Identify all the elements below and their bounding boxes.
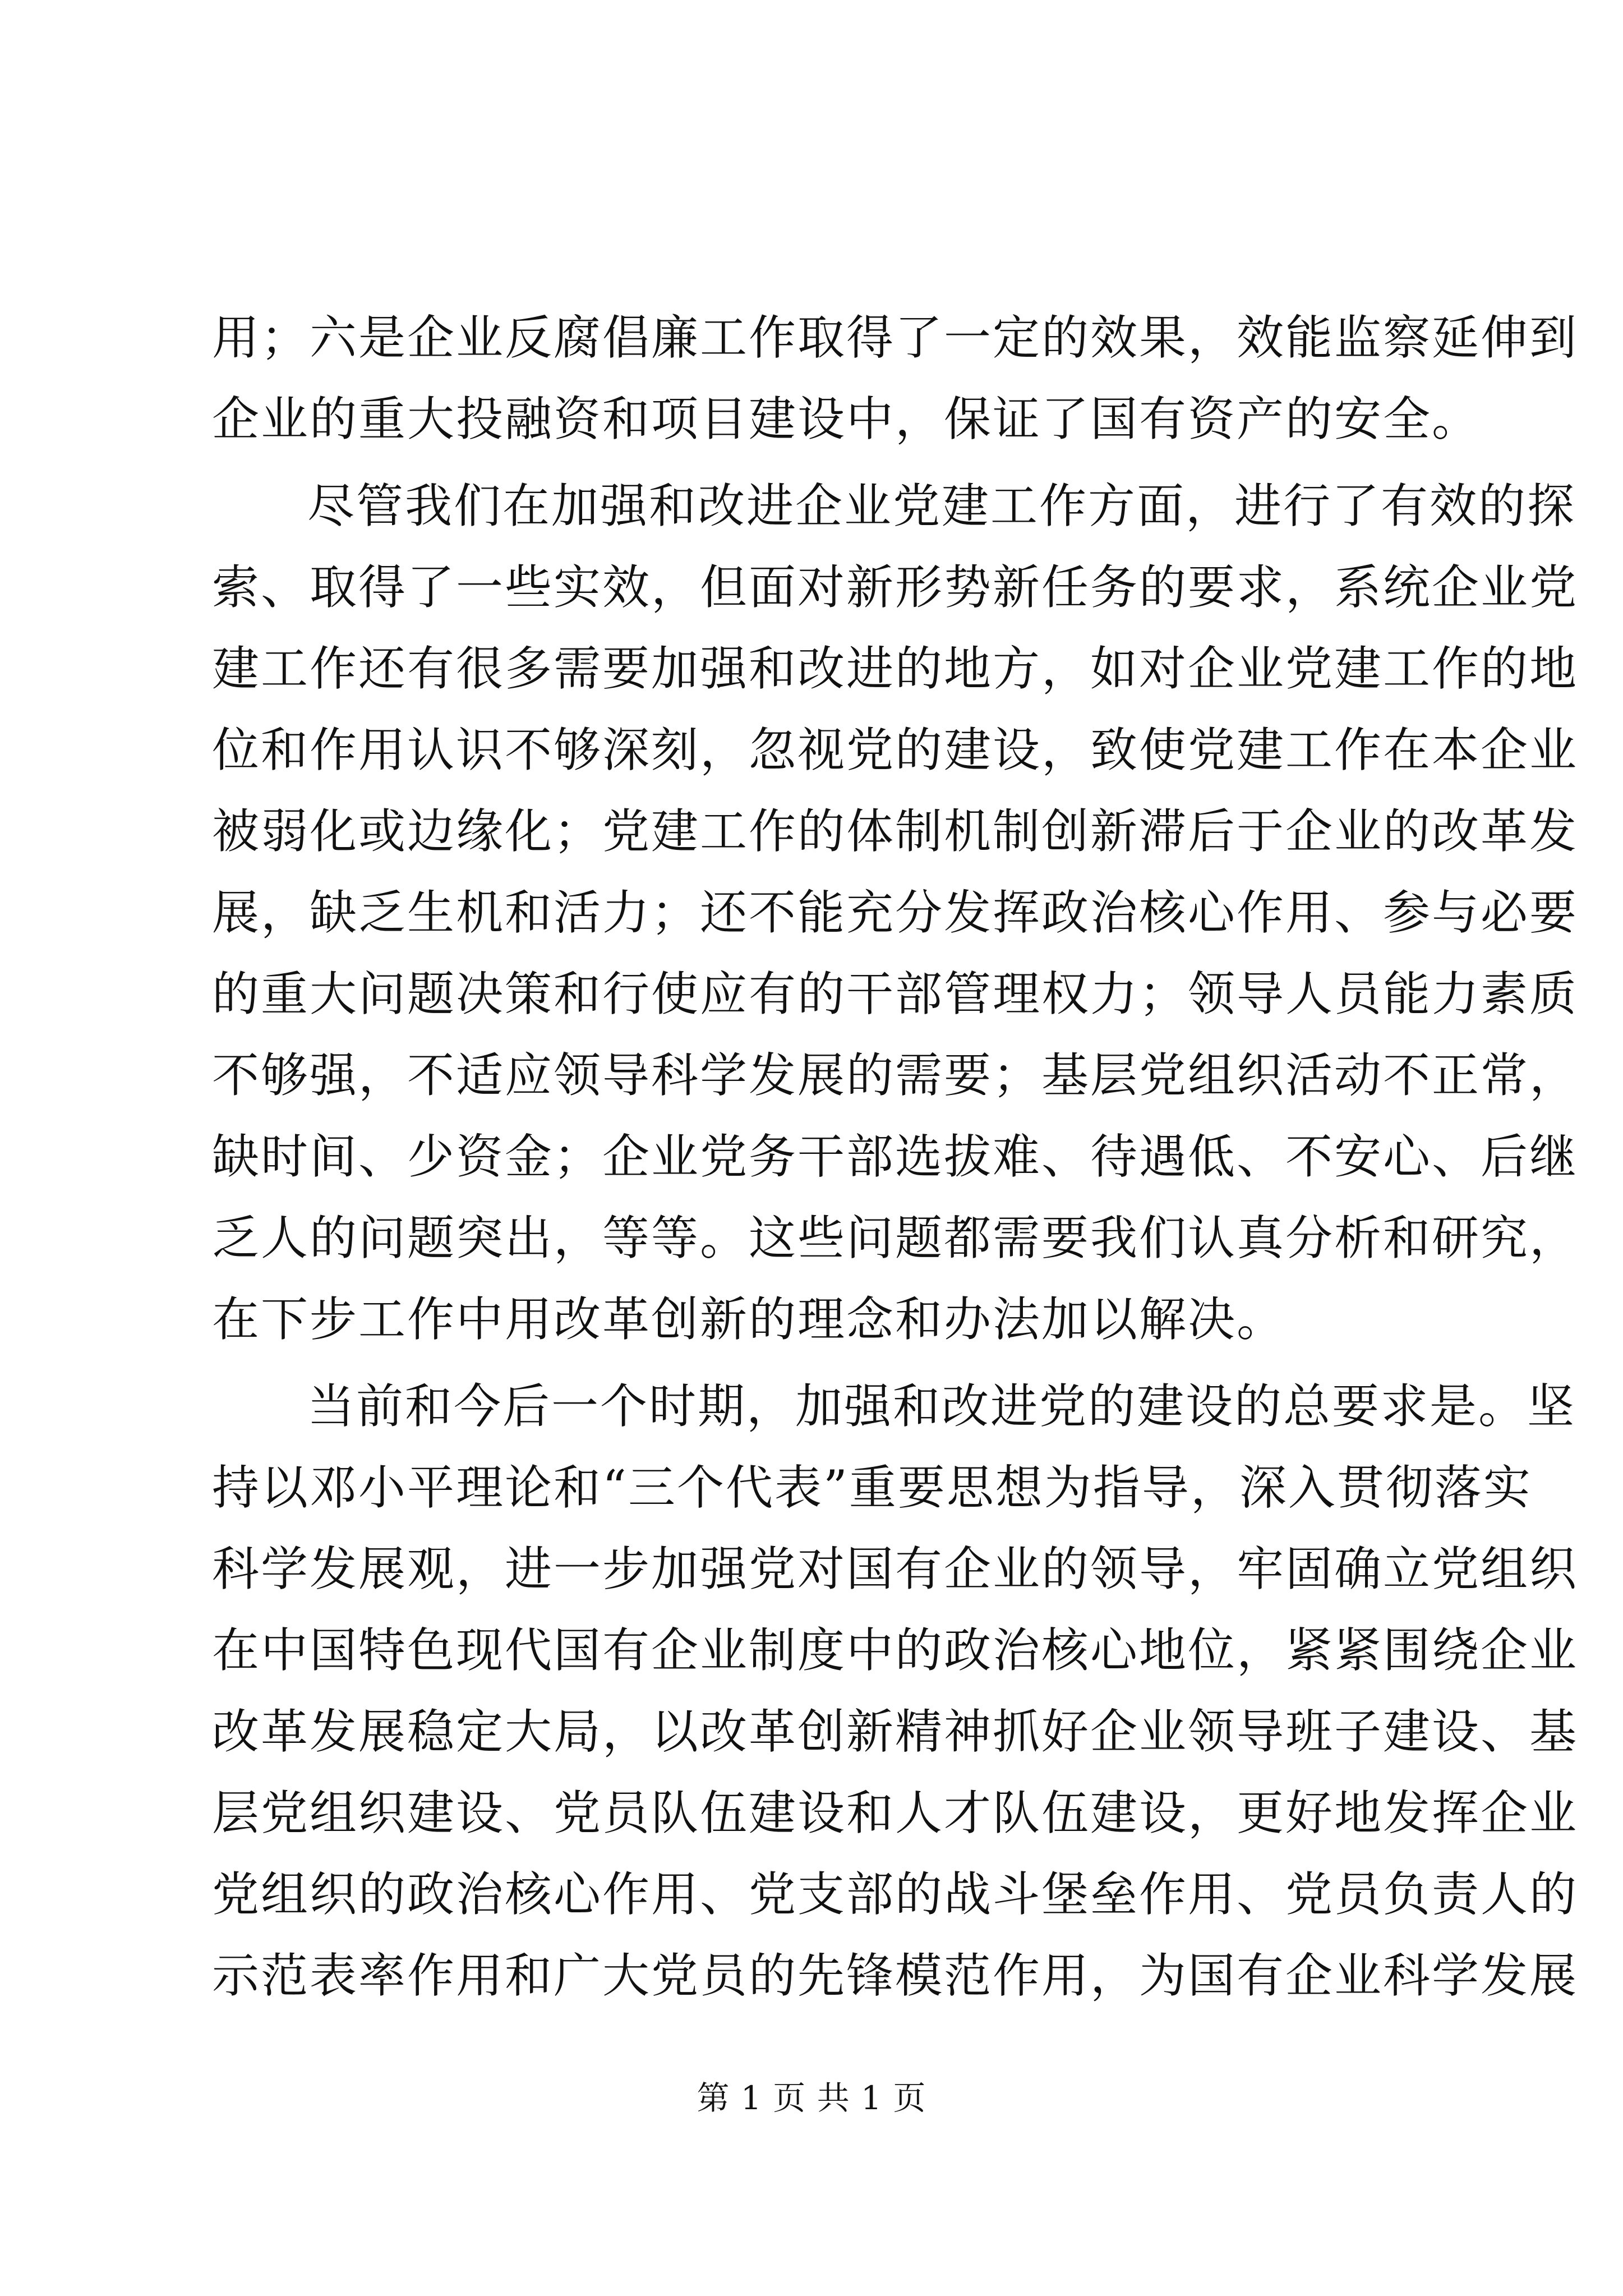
paragraph-2-line-5: 被弱化或边缘化；党建工作的体制机制创新滞后于企业的改革发 (212, 804, 1579, 859)
paragraph-3-line-5: 改革发展稳定大局，以改革创新精神抓好企业领导班子建设、基 (212, 1704, 1579, 1759)
page-number-label: 第 1 页 共 1 页 (697, 2079, 926, 2117)
paragraph-3-line-1: 当前和今后一个时期，加强和改进党的建设的总要求是。坚 (307, 1379, 1576, 1434)
paragraph-2-line-6: 展，缺乏生机和活力；还不能充分发挥政治核心作用、参与必要 (212, 885, 1579, 940)
paragraph-3-line-8: 示范表率作用和广大党员的先锋模范作用，为国有企业科学发展 (212, 1948, 1579, 2003)
paragraph-2-line-3: 建工作还有很多需要加强和改进的地方，如对企业党建工作的地 (212, 641, 1579, 696)
paragraph-2-line-2: 索、取得了一些实效，但面对新形势新任务的要求，系统企业党 (212, 560, 1579, 615)
paragraph-1-line-2: 企业的重大投融资和项目建设中，保证了国有资产的安全。 (212, 392, 1481, 447)
paragraph-2-line-4: 位和作用认识不够深刻，忽视党的建设，致使党建工作在本企业 (212, 723, 1579, 777)
paragraph-2-line-7: 的重大问题决策和行使应有的干部管理权力；领导人员能力素质 (212, 967, 1579, 1022)
paragraph-3-line-6: 层党组织建设、党员队伍建设和人才队伍建设，更好地发挥企业 (212, 1786, 1579, 1841)
paragraph-1-line-1: 用；六是企业反腐倡廉工作取得了一定的效果，效能监察延伸到 (212, 310, 1579, 365)
paragraph-2-line-8: 不够强，不适应领导科学发展的需要；基层党组织活动不正常， (212, 1048, 1579, 1103)
paragraph-3-line-4: 在中国特色现代国有企业制度中的政治核心地位，紧紧围绕企业 (212, 1623, 1579, 1678)
paragraph-3-line-2: 持以邓小平理论和“三个代表”重要思想为指导，深入贯彻落实 (212, 1460, 1532, 1515)
paragraph-2-line-10: 乏人的问题突出，等等。这些问题都需要我们认真分析和研究， (212, 1211, 1579, 1266)
paragraph-2-line-9: 缺时间、少资金；企业党务干部选拔难、待遇低、不安心、后继 (212, 1129, 1579, 1184)
paragraph-2-line-11: 在下步工作中用改革创新的理念和办法加以解决。 (212, 1292, 1286, 1347)
page-footer (0, 2076, 1623, 2120)
paragraph-3-line-3: 科学发展观，进一步加强党对国有企业的领导，牢固确立党组织 (212, 1542, 1579, 1596)
paragraph-2-line-1: 尽管我们在加强和改进企业党建工作方面，进行了有效的探 (307, 478, 1576, 533)
document-body (212, 297, 1579, 2017)
paragraph-3-line-7: 党组织的政治核心作用、党支部的战斗堡垒作用、党员负责人的 (212, 1867, 1579, 1922)
